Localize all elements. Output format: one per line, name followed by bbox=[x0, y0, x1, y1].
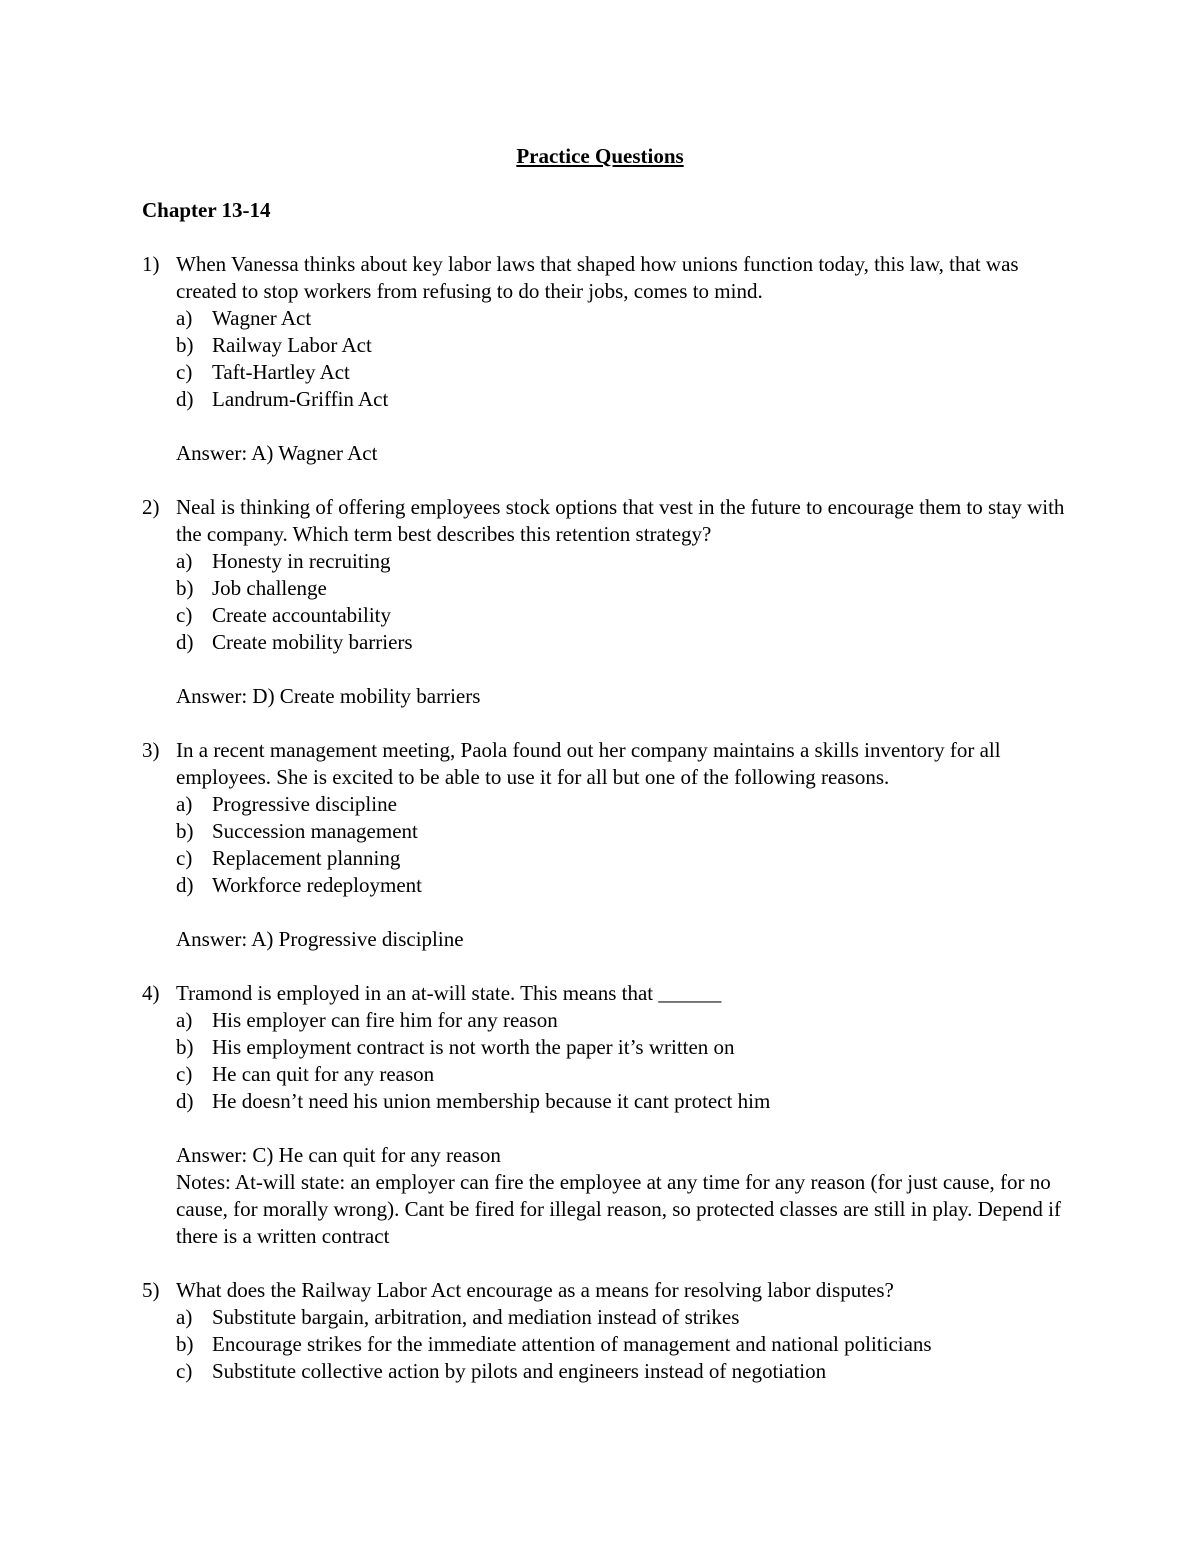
option-text: Honesty in recruiting bbox=[212, 549, 391, 573]
question-stem bbox=[142, 251, 1072, 305]
option-letter: b) bbox=[176, 576, 194, 600]
option-letter: d) bbox=[176, 630, 194, 654]
question-number: 2) bbox=[142, 495, 160, 519]
question-item bbox=[142, 1277, 1072, 1385]
option-item bbox=[176, 1034, 1072, 1061]
question-text: Tramond is employed in an at-will state. This means that ______ bbox=[176, 981, 722, 1005]
answer-block bbox=[176, 440, 1072, 467]
option-item bbox=[176, 1088, 1072, 1115]
option-letter: c) bbox=[176, 846, 193, 870]
option-item bbox=[176, 818, 1072, 845]
question-text: Neal is thinking of offering employees stock options that vest in the future to encourage them to stay with the company. Which term best describes this retention strategy? bbox=[176, 495, 1065, 546]
answer-block bbox=[176, 1142, 1072, 1250]
option-list bbox=[176, 1007, 1072, 1115]
option-text: Job challenge bbox=[212, 576, 327, 600]
option-text: Substitute bargain, arbitration, and mediation instead of strikes bbox=[212, 1305, 740, 1329]
option-item bbox=[176, 845, 1072, 872]
option-text: His employment contract is not worth the paper it’s written on bbox=[212, 1035, 735, 1059]
option-letter: a) bbox=[176, 306, 193, 330]
option-text: Landrum-Griffin Act bbox=[212, 387, 389, 411]
option-letter: d) bbox=[176, 387, 194, 411]
option-item bbox=[176, 575, 1072, 602]
answer-text: Answer: C) He can quit for any reason bbox=[176, 1143, 501, 1167]
option-text: Substitute collective action by pilots and engineers instead of negotiation bbox=[212, 1359, 827, 1383]
question-number: 3) bbox=[142, 738, 160, 762]
option-item bbox=[176, 305, 1072, 332]
option-letter: b) bbox=[176, 333, 194, 357]
option-text: Workforce redeployment bbox=[212, 873, 422, 897]
option-letter: d) bbox=[176, 1089, 194, 1113]
option-letter: b) bbox=[176, 1332, 194, 1356]
option-list bbox=[176, 548, 1072, 656]
option-item bbox=[176, 359, 1072, 386]
question-number: 5) bbox=[142, 1278, 160, 1302]
answer-block bbox=[176, 683, 1072, 710]
option-item bbox=[176, 1061, 1072, 1088]
option-text: He doesn’t need his union membership because it cant protect him bbox=[212, 1089, 771, 1113]
option-item bbox=[176, 1331, 1072, 1358]
option-text: His employer can fire him for any reason bbox=[212, 1008, 558, 1032]
answer-text: Answer: D) Create mobility barriers bbox=[176, 684, 481, 708]
option-item bbox=[176, 1304, 1072, 1331]
option-item bbox=[176, 332, 1072, 359]
option-letter: c) bbox=[176, 1062, 193, 1086]
option-text: He can quit for any reason bbox=[212, 1062, 435, 1086]
option-item bbox=[176, 629, 1072, 656]
option-letter: a) bbox=[176, 549, 193, 573]
question-item bbox=[142, 251, 1072, 467]
option-item bbox=[176, 1007, 1072, 1034]
option-list bbox=[176, 305, 1072, 413]
question-stem bbox=[142, 980, 1072, 1007]
question-stem bbox=[142, 494, 1072, 548]
option-text: Wagner Act bbox=[212, 306, 312, 330]
question-number: 4) bbox=[142, 981, 160, 1005]
option-letter: a) bbox=[176, 1305, 193, 1329]
option-text: Encourage strikes for the immediate attention of management and national politicians bbox=[212, 1332, 932, 1356]
question-item bbox=[142, 980, 1072, 1250]
option-list bbox=[176, 1304, 1072, 1385]
option-letter: c) bbox=[176, 1359, 193, 1383]
option-item bbox=[176, 386, 1072, 413]
option-text: Railway Labor Act bbox=[212, 333, 372, 357]
answer-block bbox=[176, 926, 1072, 953]
option-item bbox=[176, 602, 1072, 629]
option-text: Replacement planning bbox=[212, 846, 401, 870]
option-item bbox=[176, 872, 1072, 899]
option-letter: c) bbox=[176, 360, 193, 384]
question-list bbox=[142, 251, 1072, 1412]
option-list bbox=[176, 791, 1072, 899]
option-item bbox=[176, 1358, 1072, 1385]
option-letter: b) bbox=[176, 1035, 194, 1059]
option-letter: b) bbox=[176, 819, 194, 843]
question-item bbox=[142, 737, 1072, 953]
option-letter: a) bbox=[176, 792, 193, 816]
option-text: Create accountability bbox=[212, 603, 392, 627]
question-number: 1) bbox=[142, 252, 160, 276]
answer-text: Answer: A) Progressive discipline bbox=[176, 927, 464, 951]
answer-notes: Notes: At-will state: an employer can fire the employee at any time for any reason (for just cause, for no cause, for morally wrong). Cant be fired for illegal reason, so protected classes are still in play. Depend if there is a written contract bbox=[176, 1170, 1062, 1248]
option-letter: a) bbox=[176, 1008, 193, 1032]
page-title: Practice Questions bbox=[516, 144, 684, 168]
option-text: Create mobility barriers bbox=[212, 630, 413, 654]
question-item bbox=[142, 494, 1072, 710]
question-text: In a recent management meeting, Paola found out her company maintains a skills inventory for all employees. She is excited to be able to use it for all but one of the following reasons. bbox=[176, 738, 1001, 789]
chapter-heading: Chapter 13-14 bbox=[142, 198, 271, 222]
option-item bbox=[176, 791, 1072, 818]
answer-text: Answer: A) Wagner Act bbox=[176, 441, 378, 465]
option-text: Progressive discipline bbox=[212, 792, 397, 816]
option-item bbox=[176, 548, 1072, 575]
question-text: When Vanessa thinks about key labor laws that shaped how unions function today, this law, that was created to stop workers from refusing to do their jobs, comes to mind. bbox=[176, 252, 1019, 303]
question-stem bbox=[142, 1277, 1072, 1304]
option-text: Succession management bbox=[212, 819, 418, 843]
option-letter: c) bbox=[176, 603, 193, 627]
question-stem bbox=[142, 737, 1072, 791]
option-text: Taft-Hartley Act bbox=[212, 360, 350, 384]
question-text: What does the Railway Labor Act encourage as a means for resolving labor disputes? bbox=[176, 1278, 894, 1302]
option-letter: d) bbox=[176, 873, 194, 897]
